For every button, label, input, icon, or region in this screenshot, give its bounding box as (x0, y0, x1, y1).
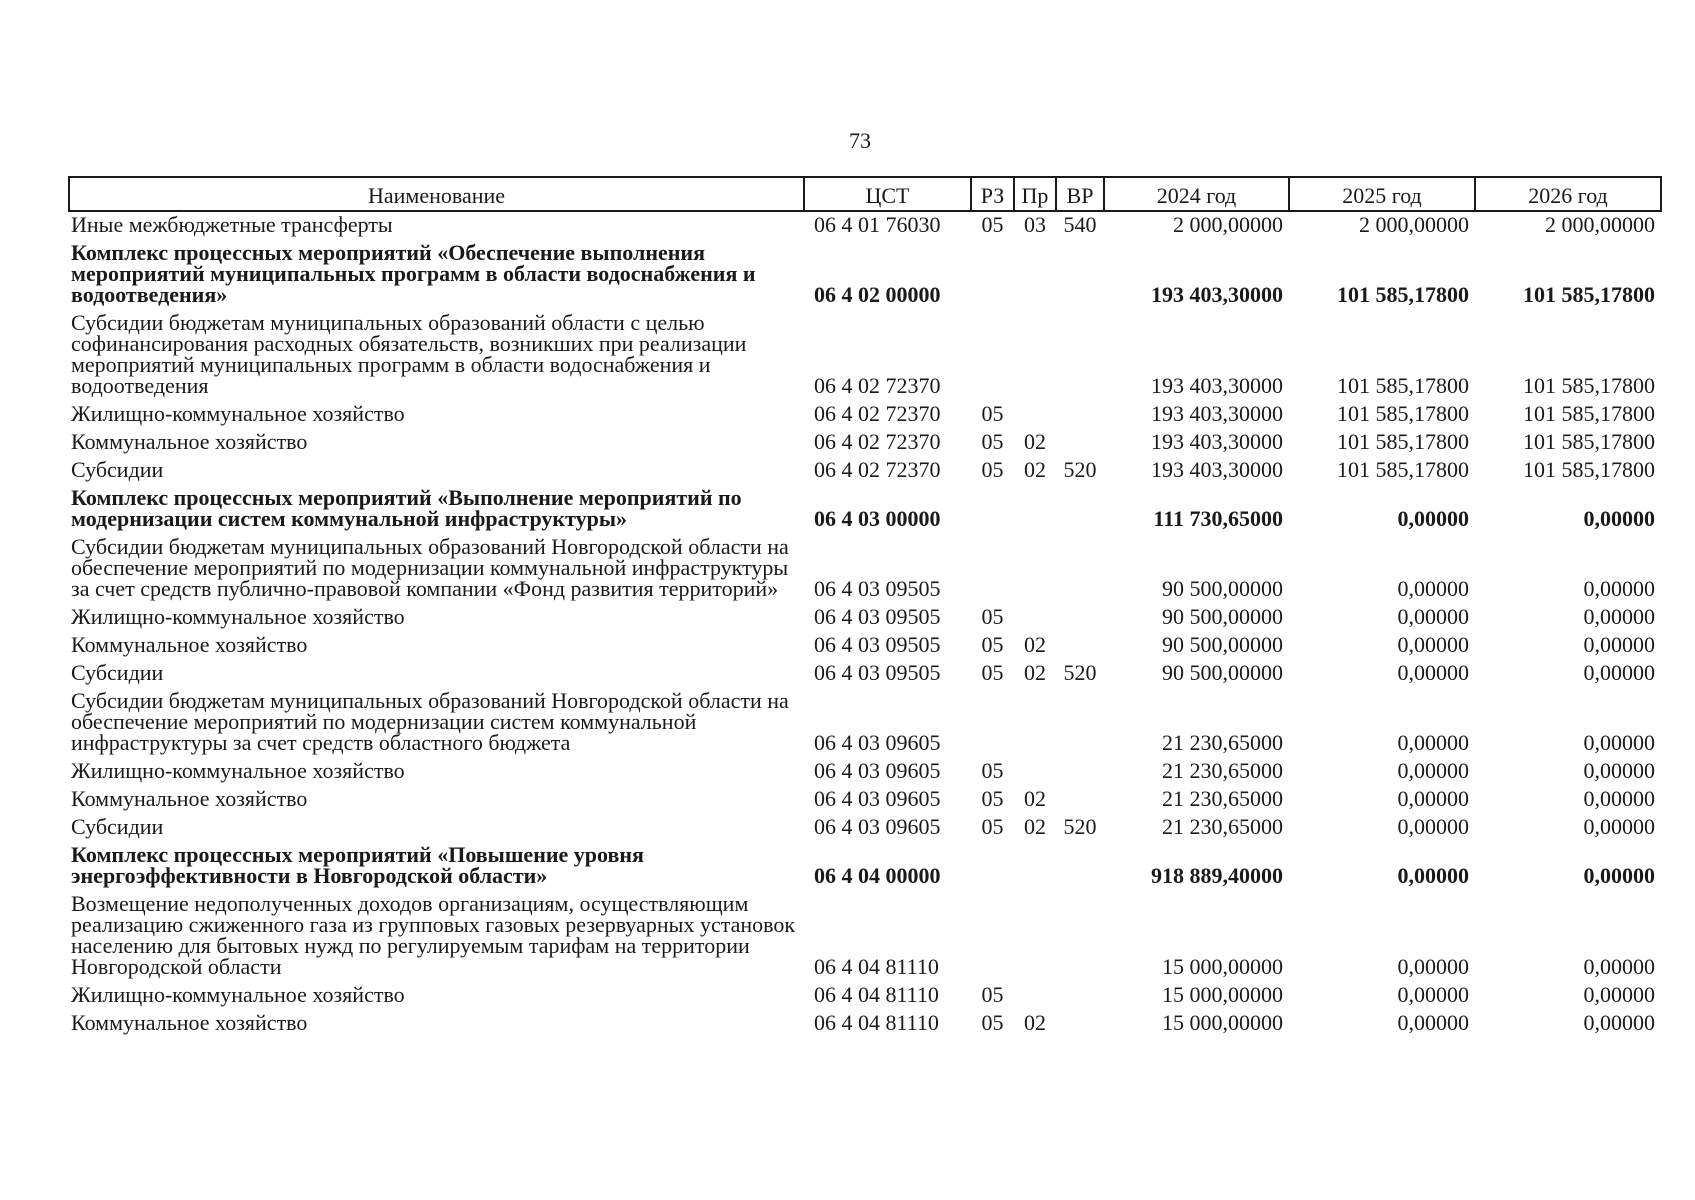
row-pr (1014, 891, 1056, 982)
row-vr (1056, 429, 1104, 457)
header-2024: 2024 год (1104, 177, 1289, 211)
row-vr: 520 (1063, 660, 1097, 685)
row-2026: 0,00000 (1583, 863, 1655, 888)
table-row (69, 310, 1661, 401)
row-2025: 0,00000 (1397, 576, 1469, 601)
row-2026: 0,00000 (1583, 786, 1655, 811)
table-row (69, 429, 1661, 457)
row-rz: 05 (981, 632, 1004, 657)
row-pr: 02 (1024, 632, 1046, 657)
row-2024: 193 403,30000 (1151, 282, 1283, 307)
row-vr (1056, 310, 1104, 401)
row-2026: 0,00000 (1583, 814, 1655, 839)
row-name: Жилищно-коммунальное хозяйство (71, 758, 405, 783)
row-2026: 0,00000 (1583, 604, 1655, 629)
budget-table (68, 176, 1662, 1038)
header-rz: РЗ (971, 177, 1014, 211)
table-row (69, 485, 1661, 534)
row-2024: 90 500,00000 (1162, 632, 1283, 657)
row-vr (1056, 786, 1104, 814)
table-row (69, 842, 1661, 891)
table-row (69, 211, 1661, 240)
row-cst: 06 4 03 09505 (814, 604, 941, 629)
row-rz: 05 (981, 1010, 1004, 1035)
row-2024: 90 500,00000 (1162, 660, 1283, 685)
table-row (69, 786, 1661, 814)
row-2024: 15 000,00000 (1162, 954, 1283, 979)
row-pr (1014, 240, 1056, 310)
row-2024: 21 230,65000 (1162, 758, 1283, 783)
table-row (69, 814, 1661, 842)
header-pr: Пр (1014, 177, 1056, 211)
row-2026: 101 585,17800 (1523, 457, 1655, 482)
row-pr (1014, 982, 1056, 1010)
row-rz (971, 534, 1014, 604)
row-2026: 0,00000 (1583, 660, 1655, 685)
row-name: Иные межбюджетные трансферты (71, 212, 393, 237)
row-2024: 21 230,65000 (1162, 730, 1283, 755)
row-vr (1056, 534, 1104, 604)
row-pr (1014, 758, 1056, 786)
row-2026: 0,00000 (1583, 954, 1655, 979)
row-cst: 06 4 03 09605 (814, 758, 941, 783)
row-2025: 0,00000 (1397, 758, 1469, 783)
row-2025: 0,00000 (1397, 1010, 1469, 1035)
row-pr: 02 (1024, 660, 1046, 685)
row-2025: 0,00000 (1397, 982, 1469, 1007)
row-name: Субсидии (71, 457, 164, 482)
row-rz: 05 (981, 429, 1004, 454)
row-2024: 111 730,65000 (1153, 506, 1283, 531)
row-rz (971, 240, 1014, 310)
row-name: Субсидии бюджетам муниципальных образований области с целью софинансирования расходных обязательств, возникших при реализации мероприятий муниципальных программ в области водоснабжения и водоотведения (71, 310, 747, 398)
row-name: Коммунальное хозяйство (71, 632, 308, 657)
row-rz: 05 (981, 604, 1004, 629)
row-cst: 06 4 03 09605 (814, 814, 941, 839)
row-pr (1014, 842, 1056, 891)
row-vr (1056, 1010, 1104, 1038)
row-2025: 101 585,17800 (1337, 429, 1469, 454)
table-row (69, 688, 1661, 758)
row-pr: 02 (1024, 786, 1046, 811)
row-name: Возмещение недополученных доходов организациям, осуществляющим реализацию сжиженного газа из групповых газовых резервуарных установок населению для бытовых нужд по регулируемым тарифам на территории Новгородской области (71, 891, 796, 979)
row-2026: 0,00000 (1583, 982, 1655, 1007)
row-pr: 02 (1024, 457, 1046, 482)
row-2026: 101 585,17800 (1523, 401, 1655, 426)
row-2026: 101 585,17800 (1523, 429, 1655, 454)
row-rz: 05 (981, 814, 1004, 839)
table-row (69, 891, 1661, 982)
row-cst: 06 4 03 09505 (814, 576, 941, 601)
row-2026: 101 585,17800 (1523, 373, 1655, 398)
table-row (69, 632, 1661, 660)
row-name: Субсидии бюджетам муниципальных образований Новгородской области на обеспечение мероприятий по модернизации систем коммунальной инфраструктуры за счет средств областного бюджета (71, 688, 789, 755)
table-row (69, 401, 1661, 429)
row-2024: 193 403,30000 (1151, 457, 1283, 482)
row-2025: 101 585,17800 (1337, 401, 1469, 426)
row-2026: 0,00000 (1583, 576, 1655, 601)
row-rz (971, 891, 1014, 982)
row-rz: 05 (981, 982, 1004, 1007)
row-cst: 06 4 02 00000 (814, 282, 941, 307)
row-rz: 05 (981, 401, 1004, 426)
row-pr: 02 (1024, 1010, 1046, 1035)
row-2026: 0,00000 (1583, 758, 1655, 783)
row-vr (1056, 688, 1104, 758)
row-pr (1014, 604, 1056, 632)
row-2026: 0,00000 (1583, 1010, 1655, 1035)
table-row (69, 457, 1661, 485)
row-pr (1014, 401, 1056, 429)
row-2025: 0,00000 (1397, 730, 1469, 755)
row-cst: 06 4 04 81110 (814, 1010, 939, 1035)
row-2025: 0,00000 (1397, 863, 1469, 888)
table-body (69, 211, 1661, 1038)
row-2025: 0,00000 (1397, 506, 1469, 531)
row-2026: 0,00000 (1583, 632, 1655, 657)
row-rz (971, 688, 1014, 758)
row-cst: 06 4 03 00000 (814, 506, 941, 531)
row-vr: 520 (1063, 457, 1097, 482)
row-pr (1014, 534, 1056, 604)
table-row (69, 240, 1661, 310)
row-name: Субсидии (71, 814, 164, 839)
row-2025: 0,00000 (1397, 632, 1469, 657)
row-2025: 0,00000 (1397, 786, 1469, 811)
table-row (69, 660, 1661, 688)
row-cst: 06 4 04 81110 (814, 982, 939, 1007)
row-cst: 06 4 02 72370 (814, 457, 941, 482)
header-cst: ЦСТ (804, 177, 971, 211)
row-cst: 06 4 02 72370 (814, 401, 941, 426)
row-rz: 05 (981, 212, 1004, 237)
header-2026: 2026 год (1475, 177, 1661, 211)
row-2024: 193 403,30000 (1151, 373, 1283, 398)
row-2025: 2 000,00000 (1359, 212, 1469, 237)
row-name: Жилищно-коммунальное хозяйство (71, 982, 405, 1007)
row-rz (971, 842, 1014, 891)
row-vr (1056, 401, 1104, 429)
row-2025: 0,00000 (1397, 954, 1469, 979)
row-cst: 06 4 01 76030 (814, 212, 941, 237)
header-row (69, 177, 1661, 211)
row-cst: 06 4 03 09505 (814, 632, 941, 657)
row-2025: 0,00000 (1397, 604, 1469, 629)
row-pr (1014, 310, 1056, 401)
row-name: Коммунальное хозяйство (71, 429, 308, 454)
table-row (69, 604, 1661, 632)
row-2025: 101 585,17800 (1337, 373, 1469, 398)
row-pr: 02 (1024, 814, 1046, 839)
row-cst: 06 4 04 81110 (814, 954, 939, 979)
table-row (69, 534, 1661, 604)
row-vr (1056, 842, 1104, 891)
row-name: Комплекс процессных мероприятий «Обеспечение выполнения мероприятий муниципальных программ в области водоснабжения и водоотведения» (71, 240, 756, 307)
row-rz: 05 (981, 457, 1004, 482)
row-2024: 918 889,40000 (1151, 863, 1283, 888)
row-name: Коммунальное хозяйство (71, 786, 308, 811)
table-row (69, 982, 1661, 1010)
row-name: Субсидии (71, 660, 164, 685)
row-cst: 06 4 03 09505 (814, 660, 941, 685)
row-vr: 540 (1063, 212, 1097, 237)
row-name: Комплекс процессных мероприятий «Выполнение мероприятий по модернизации систем коммунальной инфраструктуры» (71, 485, 742, 531)
row-2025: 0,00000 (1397, 814, 1469, 839)
row-name: Комплекс процессных мероприятий «Повышение уровня энергоэффективности в Новгородской области» (71, 842, 644, 888)
row-2025: 101 585,17800 (1337, 457, 1469, 482)
row-cst: 06 4 03 09605 (814, 786, 941, 811)
row-2026: 0,00000 (1583, 730, 1655, 755)
row-pr: 03 (1024, 212, 1046, 237)
row-2024: 90 500,00000 (1162, 576, 1283, 601)
row-name: Субсидии бюджетам муниципальных образований Новгородской области на обеспечение мероприятий по модернизации коммунальной инфраструктуры за счет средств публично-правовой компании «Фонд развития территорий» (71, 534, 789, 601)
row-vr (1056, 891, 1104, 982)
row-2024: 193 403,30000 (1151, 401, 1283, 426)
row-cst: 06 4 02 72370 (814, 429, 941, 454)
row-vr (1056, 758, 1104, 786)
header-2025: 2025 год (1289, 177, 1475, 211)
row-vr (1056, 632, 1104, 660)
header-name: Наименование (69, 177, 804, 211)
row-2026: 2 000,00000 (1545, 212, 1655, 237)
row-vr (1056, 485, 1104, 534)
row-vr (1056, 240, 1104, 310)
table-header (69, 177, 1661, 211)
row-rz: 05 (981, 786, 1004, 811)
row-vr (1056, 604, 1104, 632)
row-2026: 101 585,17800 (1523, 282, 1655, 307)
row-2024: 21 230,65000 (1162, 814, 1283, 839)
row-2024: 2 000,00000 (1173, 212, 1283, 237)
row-2024: 21 230,65000 (1162, 786, 1283, 811)
row-2025: 101 585,17800 (1337, 282, 1469, 307)
row-2026: 0,00000 (1583, 506, 1655, 531)
row-cst: 06 4 04 00000 (814, 863, 941, 888)
row-vr (1056, 982, 1104, 1010)
row-rz (971, 485, 1014, 534)
row-rz (971, 310, 1014, 401)
row-2024: 193 403,30000 (1151, 429, 1283, 454)
row-pr (1014, 688, 1056, 758)
row-2024: 15 000,00000 (1162, 982, 1283, 1007)
table-row (69, 758, 1661, 786)
row-pr: 02 (1024, 429, 1046, 454)
row-vr: 520 (1063, 814, 1097, 839)
row-name: Жилищно-коммунальное хозяйство (71, 604, 405, 629)
row-2024: 15 000,00000 (1162, 1010, 1283, 1035)
table-row (69, 1010, 1661, 1038)
row-rz: 05 (981, 758, 1004, 783)
row-rz: 05 (981, 660, 1004, 685)
row-cst: 06 4 02 72370 (814, 373, 941, 398)
row-name: Жилищно-коммунальное хозяйство (71, 401, 405, 426)
row-name: Коммунальное хозяйство (71, 1010, 308, 1035)
row-2025: 0,00000 (1397, 660, 1469, 685)
row-cst: 06 4 03 09605 (814, 730, 941, 755)
header-vr: ВР (1056, 177, 1104, 211)
page-number: 73 (849, 128, 871, 153)
row-pr (1014, 485, 1056, 534)
row-2024: 90 500,00000 (1162, 604, 1283, 629)
